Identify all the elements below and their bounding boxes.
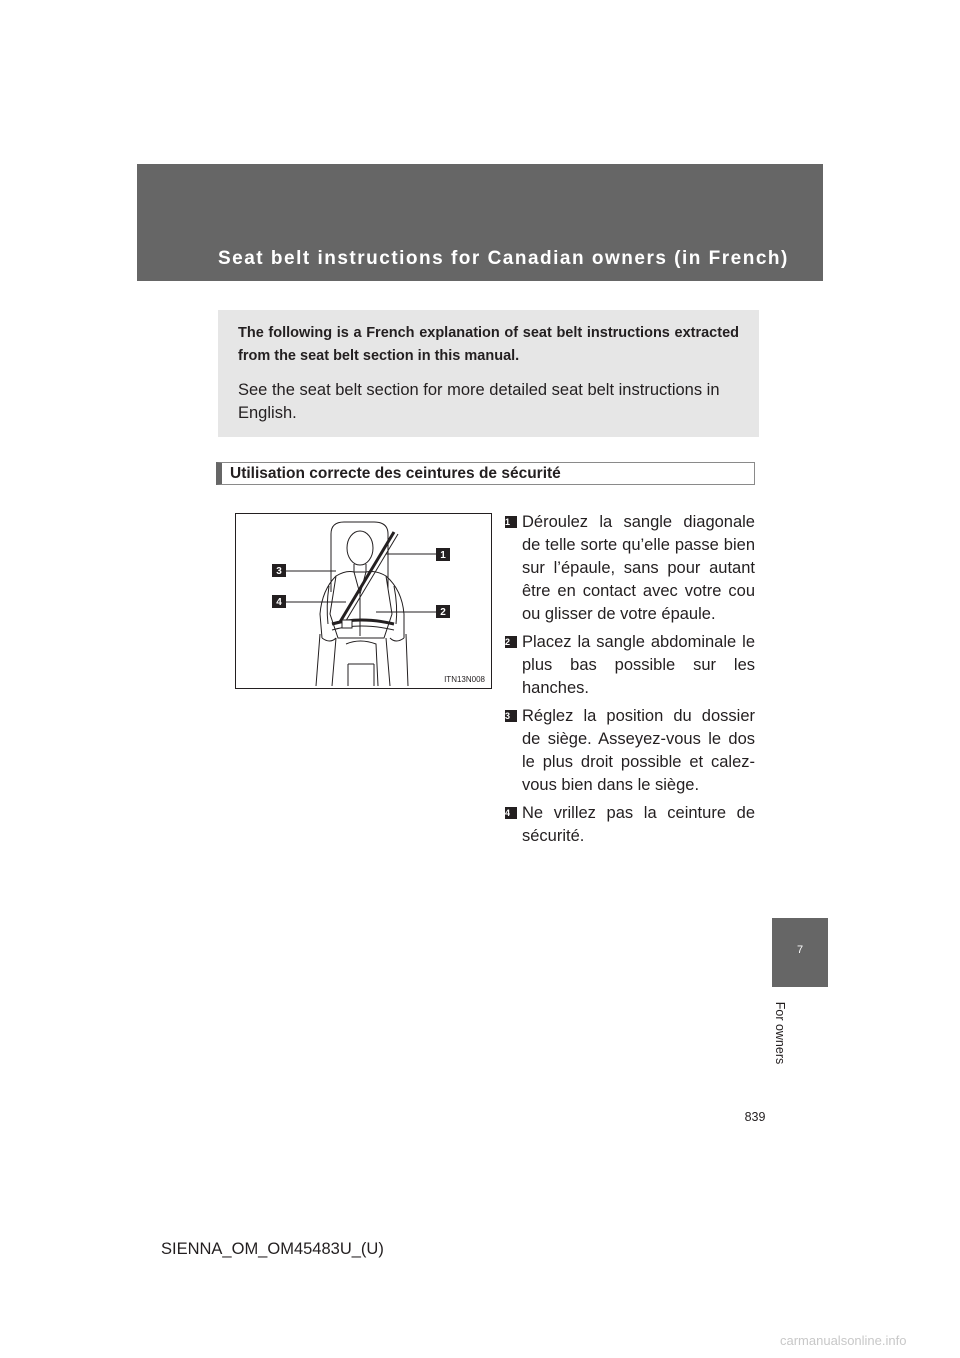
header-band	[137, 164, 823, 281]
step-text: Réglez la position du dossier de siège. Asseyez-vous le dos le plus droit possible et calez-vous bien dans le siège.	[522, 707, 755, 794]
chapter-tab	[772, 918, 828, 987]
page-number: 839	[744, 1110, 766, 1124]
step-1	[505, 511, 755, 626]
instruction-steps	[505, 511, 755, 853]
seated-person-drawing	[236, 514, 493, 690]
watermark: carmanualsonline.info	[780, 1333, 907, 1348]
figure-code: ITN13N008	[444, 675, 485, 684]
step-text: Déroulez la sangle diagonale de telle sorte qu’elle passe bien sur l’épaule, sans pour autant être en contact avec votre cou ou glisser de votre épaule.	[522, 513, 755, 623]
callout-1	[436, 548, 450, 561]
page-title: Seat belt instructions for Canadian owners (in French)	[218, 248, 789, 269]
intro-bold-text: The following is a French explanation of seat belt instructions extracted from the seat belt section in this manual.	[238, 325, 739, 364]
step-number-badge: 1	[505, 516, 517, 528]
callout-3	[272, 564, 286, 577]
svg-text:1: 1	[440, 550, 446, 561]
step-text: Ne vrillez pas la ceinture de sécurité.	[522, 804, 755, 845]
step-number-badge: 2	[505, 636, 517, 648]
seat-belt-illustration	[235, 513, 492, 689]
intro-box	[218, 310, 759, 437]
callout-2	[436, 605, 450, 618]
svg-text:3: 3	[276, 566, 282, 577]
step-number-badge: 3	[505, 710, 517, 722]
step-3	[505, 705, 755, 797]
intro-normal-text: See the seat belt section for more detailed seat belt instructions in English.	[238, 381, 720, 422]
svg-text:2: 2	[440, 607, 446, 618]
chapter-label	[770, 996, 790, 1070]
step-4	[505, 802, 755, 848]
document-code: SIENNA_OM_OM45483U_(U)	[161, 1240, 384, 1258]
chapter-number: 7	[796, 944, 804, 956]
step-text: Placez la sangle abdominale le plus bas possible sur les hanches.	[522, 633, 755, 697]
svg-text:4: 4	[276, 597, 282, 608]
section-heading: Utilisation correcte des ceintures de sécurité	[216, 462, 755, 485]
step-number-badge: 4	[505, 807, 517, 819]
callout-4	[272, 595, 286, 608]
step-2	[505, 631, 755, 700]
chapter-label-text: For owners	[773, 1001, 787, 1065]
